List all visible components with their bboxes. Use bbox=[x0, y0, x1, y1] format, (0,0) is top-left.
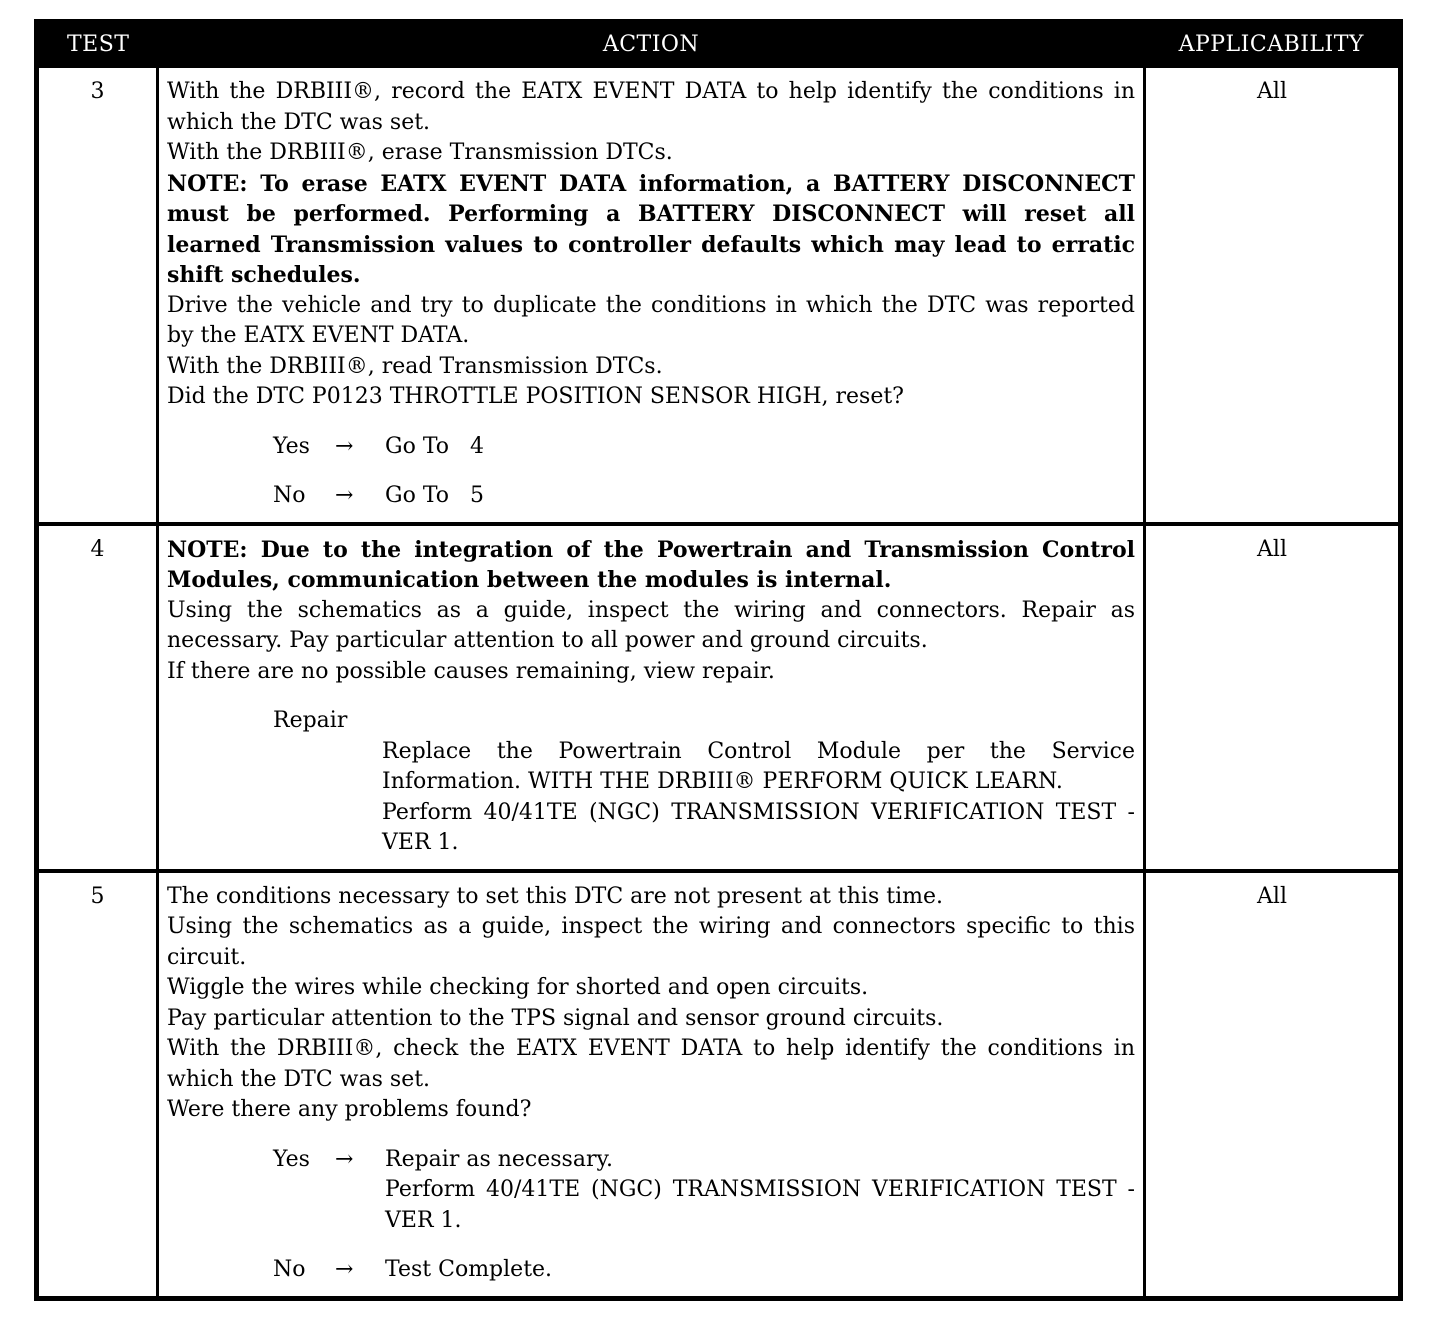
action-cell bbox=[158, 524, 1145, 871]
option-destination-line: Perform 40/41TE (NGC) TRANSMISSION VERIFICATION TEST - VER 1. bbox=[385, 1177, 1135, 1233]
action-question: Did the DTC P0123 THROTTLE POSITION SENSOR HIGH, reset? bbox=[167, 384, 904, 409]
option-destination-line: Repair as necessary. bbox=[385, 1146, 613, 1172]
table-row bbox=[37, 524, 1401, 871]
right-arrow-icon: → bbox=[335, 1146, 354, 1172]
test-number: 4 bbox=[37, 524, 158, 871]
option-destination: Go To 4 bbox=[385, 433, 484, 459]
action-text: Wiggle the wires while checking for shorted and open circuits. bbox=[167, 975, 869, 1000]
option-destination: Test Complete. bbox=[385, 1257, 553, 1282]
option-destination bbox=[385, 1145, 1135, 1237]
table-row bbox=[37, 66, 1401, 524]
option-yes bbox=[167, 1145, 1135, 1237]
option-label: Yes bbox=[273, 1146, 310, 1172]
table-row bbox=[37, 871, 1401, 1299]
action-text: Pay particular attention to the TPS signal and sensor ground circuits. bbox=[167, 1005, 944, 1031]
option-destination: Go To 5 bbox=[385, 483, 484, 508]
action-text: Using the schematics as a guide, inspect the wiring and connectors specific to this circuit. bbox=[167, 914, 1135, 970]
applicability-cell: All bbox=[1145, 524, 1401, 871]
option-yes bbox=[167, 432, 1135, 463]
action-cell bbox=[158, 871, 1145, 1299]
applicability-cell: All bbox=[1145, 66, 1401, 524]
diagnostic-table bbox=[34, 19, 1403, 1301]
header-action: ACTION bbox=[158, 22, 1145, 67]
action-cell bbox=[158, 66, 1145, 524]
action-text: Drive the vehicle and try to duplicate the conditions in which the DTC was reported by the EATX EVENT DATA. bbox=[167, 292, 1135, 348]
action-text: With the DRBIII®, erase Transmission DTCs. bbox=[167, 140, 673, 165]
test-number: 3 bbox=[37, 66, 158, 524]
applicability-cell: All bbox=[1145, 871, 1401, 1299]
option-no bbox=[167, 1255, 1135, 1286]
right-arrow-icon: → bbox=[335, 433, 354, 459]
action-text: The conditions necessary to set this DTC are not present at this time. bbox=[167, 883, 943, 909]
header-test: TEST bbox=[37, 22, 158, 67]
repair-text: Replace the Powertrain Control Module per the Service Information. WITH THE DRBIII® PERFORM QUICK LEARN. bbox=[382, 738, 1135, 794]
header-applicability: APPLICABILITY bbox=[1145, 22, 1401, 67]
option-label: No bbox=[273, 1257, 306, 1282]
action-text: With the DRBIII®, record the EATX EVENT DATA to help identify the conditions in which the DTC was set. bbox=[167, 79, 1135, 135]
right-arrow-icon: → bbox=[335, 1257, 354, 1282]
table-header bbox=[37, 22, 1401, 67]
action-text: Using the schematics as a guide, inspect the wiring and connectors. Repair as necessary. Pay particular attention to all power and ground circuits. bbox=[167, 597, 1135, 653]
repair-label: Repair bbox=[273, 708, 348, 733]
action-text: With the DRBIII®, read Transmission DTCs. bbox=[167, 353, 663, 379]
action-question: Were there any problems found? bbox=[167, 1097, 532, 1122]
right-arrow-icon: → bbox=[335, 483, 354, 508]
option-no bbox=[167, 481, 1135, 512]
action-text: With the DRBIII®, check the EATX EVENT DATA to help identify the conditions in which the DTC was set. bbox=[167, 1036, 1135, 1092]
option-label: Yes bbox=[273, 433, 310, 459]
option-label: No bbox=[273, 483, 306, 508]
action-note: NOTE: Due to the integration of the Powertrain and Transmission Control Modules, communication between the modules is internal. bbox=[167, 536, 1135, 593]
action-note: NOTE: To erase EATX EVENT DATA information, a BATTERY DISCONNECT must be performed. Performing a BATTERY DISCONNECT will reset all learned Transmission values to controller defaults which may lead to erratic shift schedules. bbox=[167, 170, 1135, 288]
action-text: If there are no possible causes remaining, view repair. bbox=[167, 658, 775, 684]
repair-text: Perform 40/41TE (NGC) TRANSMISSION VERIFICATION TEST - VER 1. bbox=[382, 799, 1135, 855]
test-number: 5 bbox=[37, 871, 158, 1299]
